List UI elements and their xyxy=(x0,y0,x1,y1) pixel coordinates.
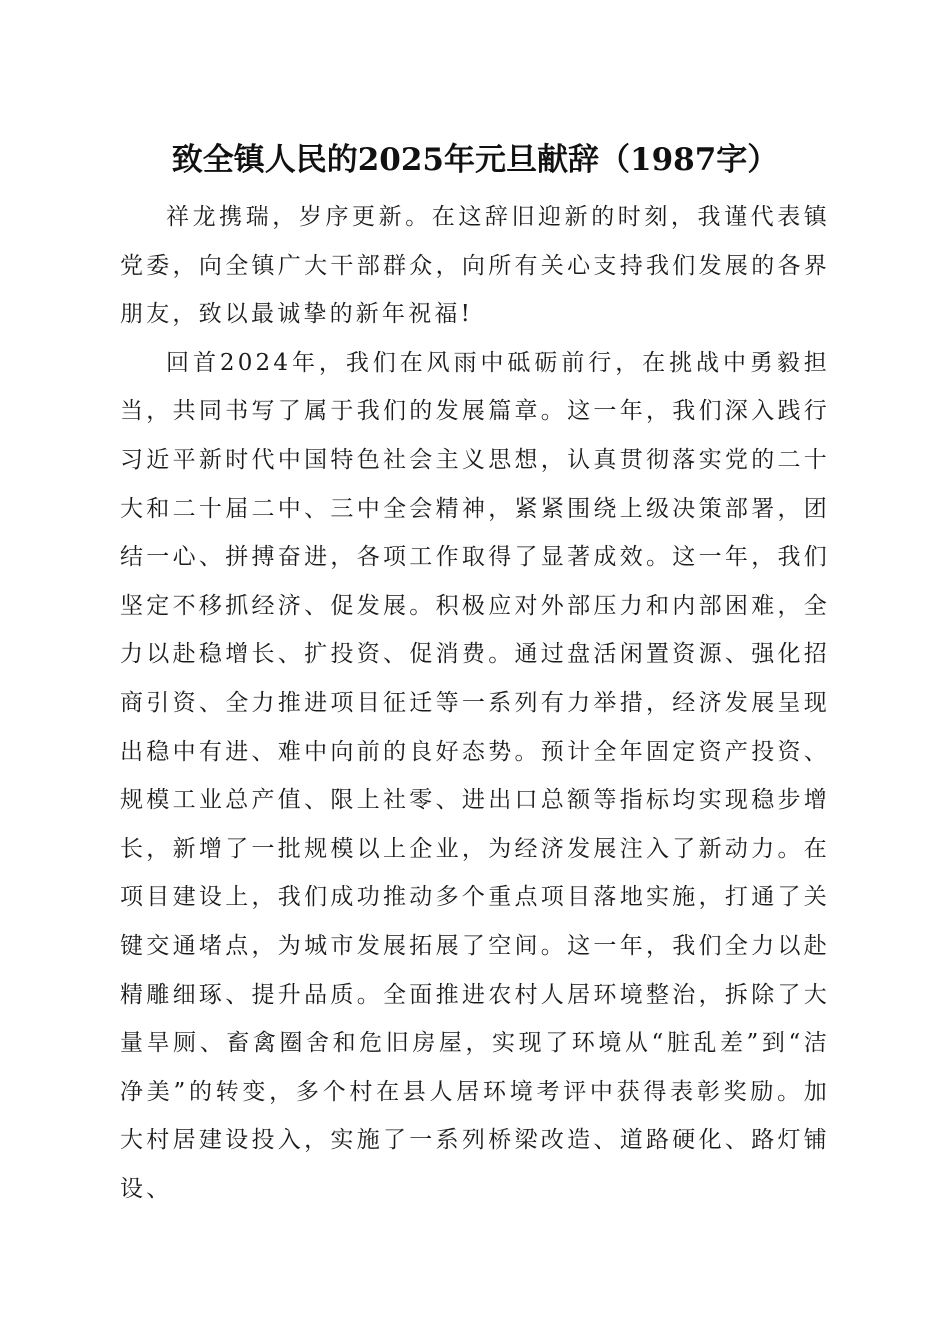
document-body xyxy=(120,193,830,1213)
document-title: 致全镇人民的2025年元旦献辞（1987字） xyxy=(171,142,779,178)
paragraph-greeting: 祥龙携瑞，岁序更新。在这辞旧迎新的时刻，我谨代表镇党委，向全镇广大干部群众，向所有关心支持我们发展的各界朋友，致以最诚挚的新年祝福! xyxy=(120,204,830,328)
paragraph-review-2024: 回首2024年，我们在风雨中砥砺前行，在挑战中勇毅担当，共同书写了属于我们的发展篇章。这一年，我们深入践行习近平新时代中国特色社会主义思想，认真贯彻落实党的二十大和二十届二中、三中全会精神，紧紧围绕上级决策部署，团结一心、拼搏奋进，各项工作取得了显著成效。这一年，我们坚定不移抓经济、促发展。积极应对外部压力和内部困难，全力以赴稳增长、扩投资、促消费。通过盘活闲置资源、强化招商引资、全力推进项目征迁等一系列有力举措，经济发展呈现出稳中有进、难中向前的良好态势。预计全年固定资产投资、规模工业总产值、限上社零、进出口总额等指标均实现稳步增长，新增了一批规模以上企业，为经济发展注入了新动力。在项目建设上，我们成功推动多个重点项目落地实施，打通了关键交通堵点，为城市发展拓展了空间。这一年，我们全力以赴精雕细琢、提升品质。全面推进农村人居环境整治，拆除了大量旱厕、畜禽圈舍和危旧房屋，实现了环境从“脏乱差”到“洁净美”的转变，多个村在县人居环境考评中获得表彰奖励。加大村居建设投入，实施了一系列桥梁改造、道路硬化、路灯铺设、 xyxy=(120,349,830,1202)
